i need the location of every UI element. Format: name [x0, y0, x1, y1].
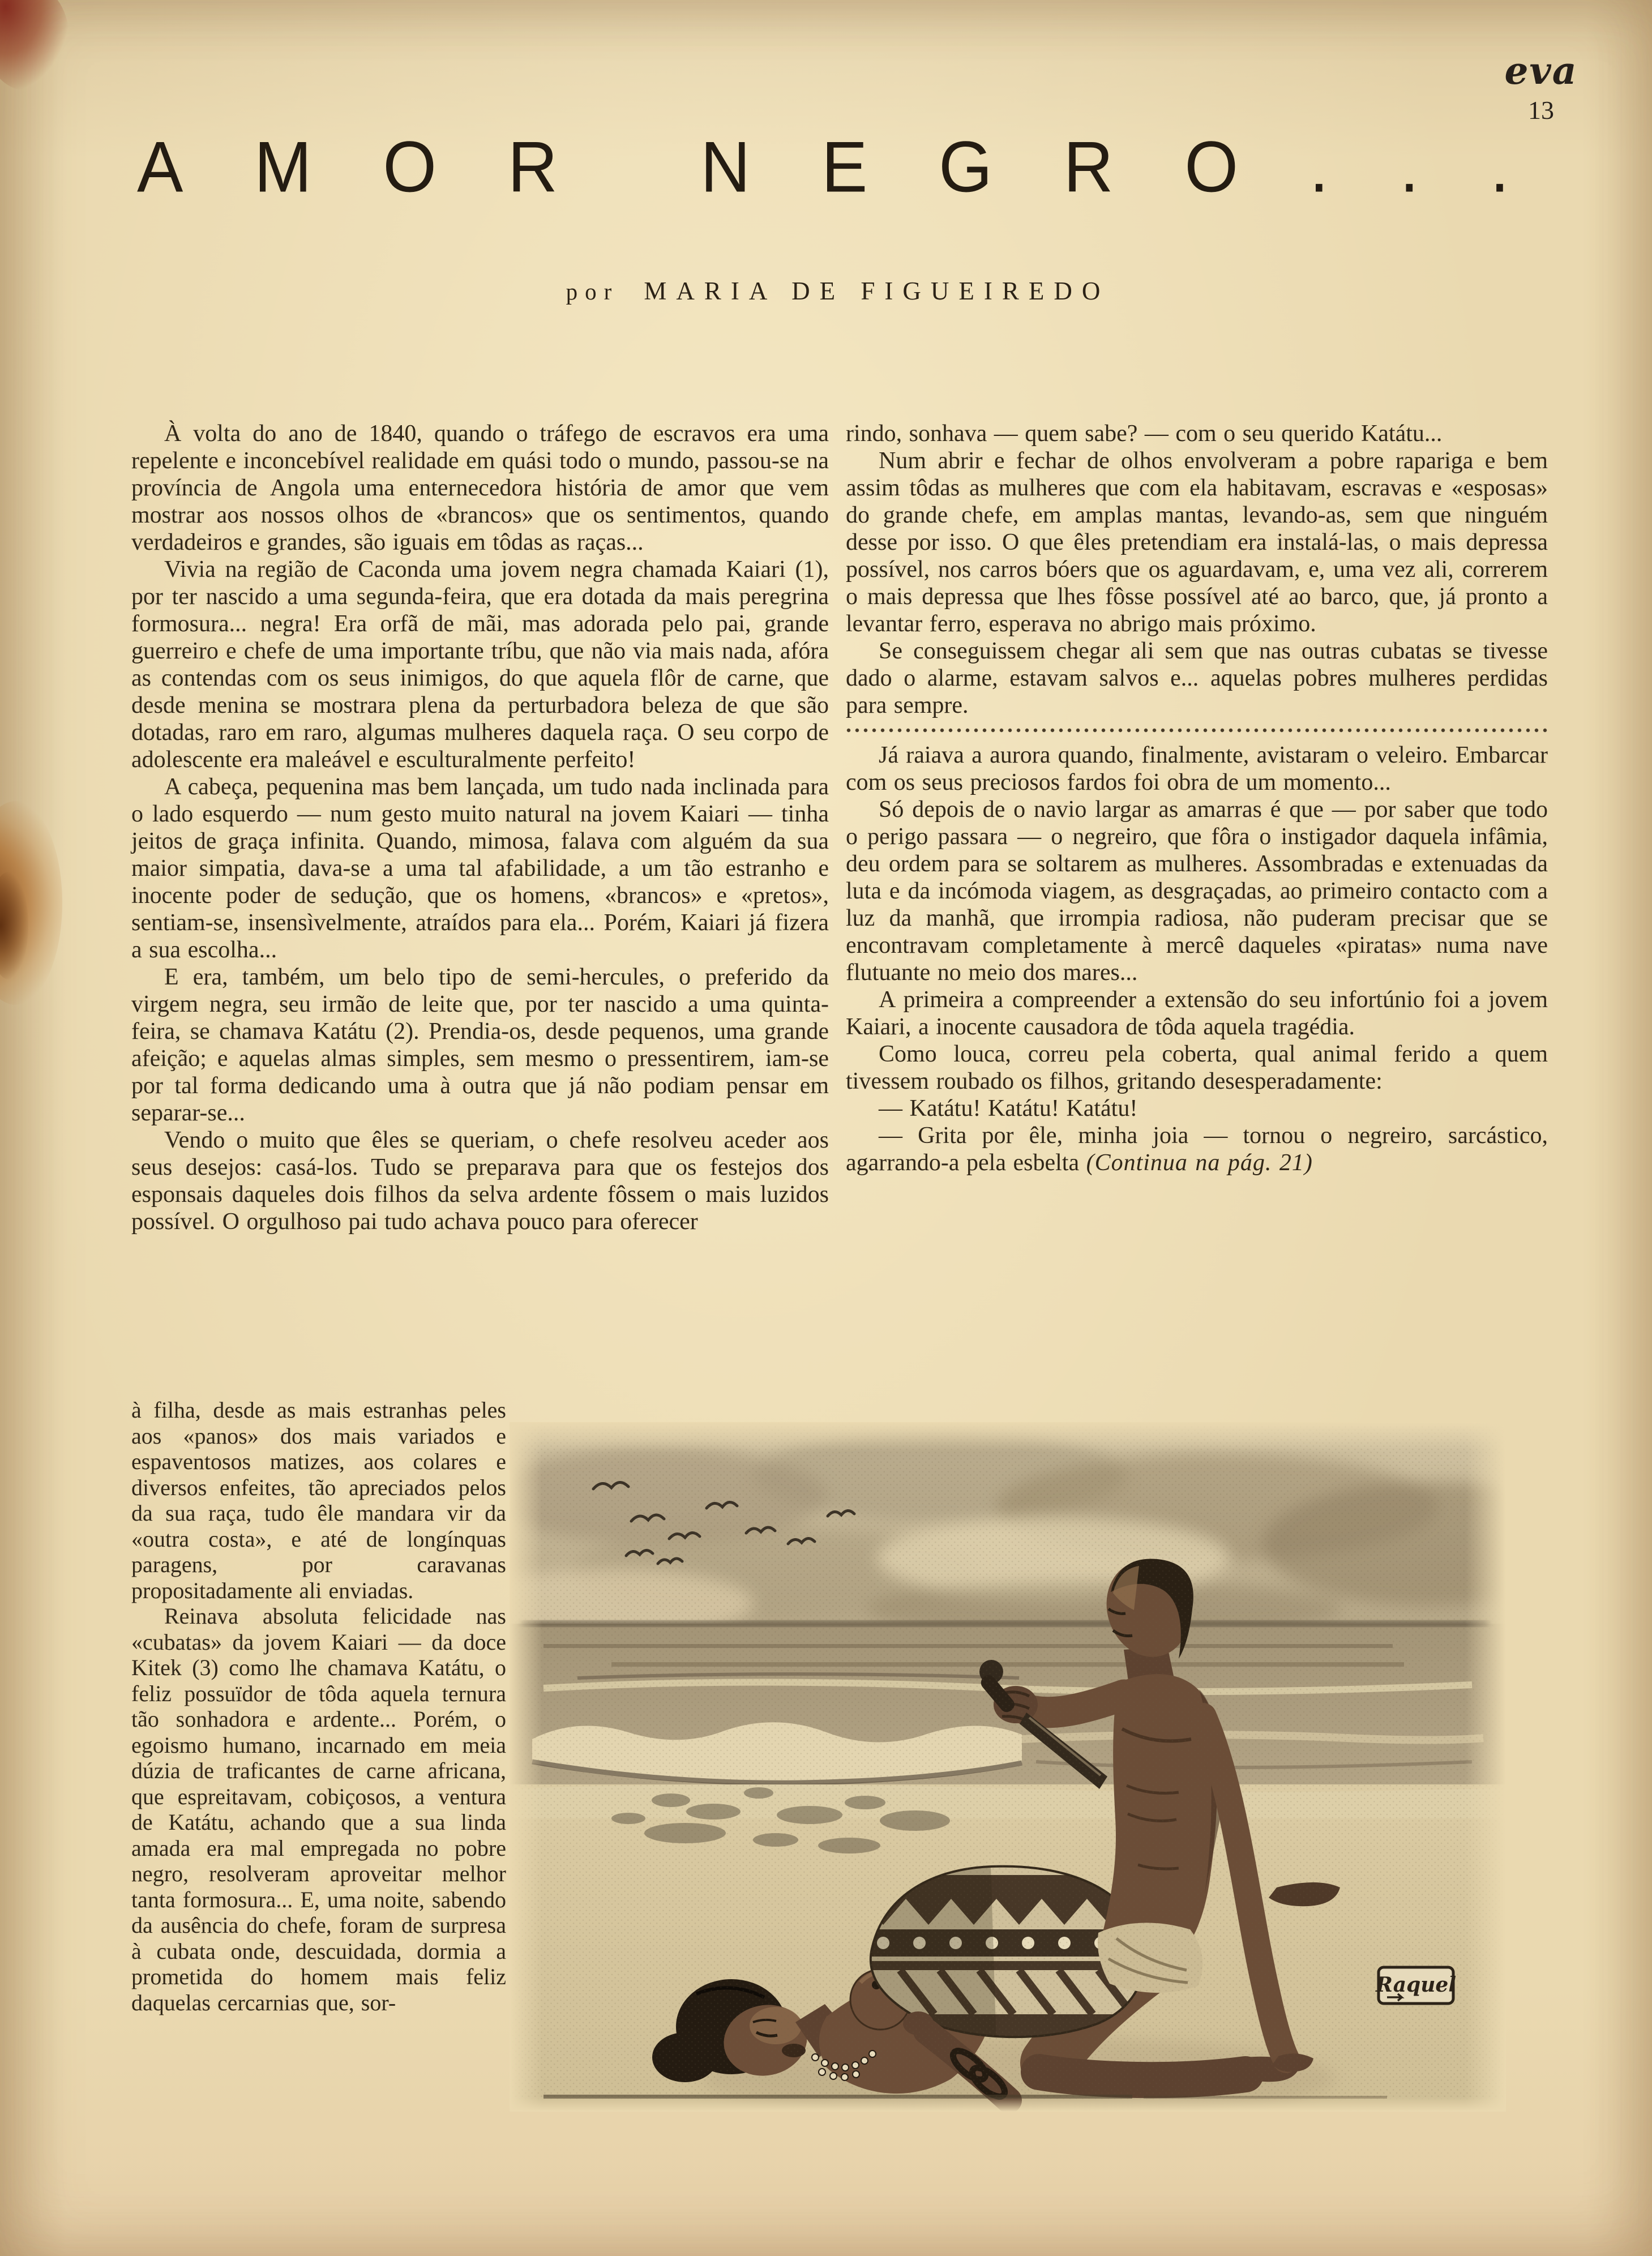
paragraph: À volta do ano de 1840, quando o tráfego de escravos era uma repelente e inconcebível realidade em quási todo o mundo, passou-se na província de Angola uma enternecedora história de amor que vem mostrar aos nossos olhos de «brancos» que os sentimentos, quando verdadeiros e grandes, são iguais em tôdas as raças...	[131, 421, 829, 555]
paragraph: Vivia na região de Caconda uma jovem negra chamada Kaiari (1), por ter nascido a uma segunda-feira, que era dotada da mais peregrina formosura... negra! Era orfã de mãi, mas adorada pelo pai, grande guerreiro e chefe de uma importante tríbu, que não via mais nada, afóra as contendas com os seus inimigos, do que aquela flôr de carne, que desde menina se mostrara plena da perturbadora beleza de que são dotadas, raro em raro, algumas mulheres daquela raça. O seu corpo de adolescente era maleável e esculturalmente perfeito!	[131, 556, 829, 773]
paragraph: Já raiava a aurora quando, finalmente, avistaram o veleiro. Embarcar com os seus preciosos fardos foi obra de um momento...	[846, 742, 1548, 795]
paragraph: Vendo o muito que êles se queriam, o chefe resolveu aceder aos seus desejos: casá-los. Tudo se preparava para que os festejos dos esponsais daqueles dois filhos da selva ardente fôssem o mais luzidos possível. O orgulhoso pai tudo achava pouco para oferecer	[131, 1127, 829, 1235]
edge-stain	[0, 801, 62, 1005]
continuation-note: (Continua na pág. 21)	[1086, 1150, 1313, 1176]
paragraph: A cabeça, pequenina mas bem lançada, um tudo nada inclinada para o lado esquerdo — num gesto muito natural na jovem Kaiari — tinha jeitos de graça infinita. Quando, mimosa, falava com alguém da sua maior simpatia, dava-se a uma tal afabilidade, a um tão estranho e inocente poder de sedução, que os homens, «brancos» e «pretos», sentiam-se, insensìvelmente, atraídos para ela... Porém, Kaiari já fizera a sua escolha...	[131, 774, 829, 963]
illustration	[510, 1422, 1506, 2112]
paragraph: Num abrir e fechar de olhos envolveram a pobre rapariga e bem assim tôdas as mulheres que com ela habitavam, escravas e «esposas» do grande chefe, em amplas mantas, levando-as, sem que ninguém desse por isso. O que êles pretendiam era instalá-las, o mais depressa possível, nos carros bóers que os aguardavam, e, uma vez ali, correrem o mais depressa que lhes fôsse possível até ao barco, que, já pronto a levantar ferro, esperava no abrigo mais próximo.	[846, 448, 1548, 637]
paragraph: — Katátu! Katátu! Katátu!	[879, 1095, 1138, 1121]
column-right-top	[846, 420, 1548, 719]
column-left-wide	[131, 420, 829, 1235]
masthead	[1484, 49, 1598, 125]
paragraph: — Grita por êle, minha joia — tornou o negreiro, sarcástico, agarrando-a pela esbelta (Continua na pág. 21)	[846, 1123, 1548, 1176]
paragraph: rindo, sonhava — quem sabe? — com o seu querido Katátu...	[846, 421, 1443, 447]
byline-prefix: por	[566, 279, 619, 305]
halftone-texture	[510, 1422, 1506, 2099]
publication-logo: eva	[1504, 49, 1578, 93]
corner-stain	[0, 0, 69, 91]
paragraph: Reinava absoluta felicidade nas «cubatas» da jovem Kaiari — da doce Kitek (3) como lhe chamava Katátu, o feliz possuïdor de tôda aquela ternura tão sonhadora e ardente... Porém, o egoismo humano, incarnado em meia dúzia de traficantes de carne africana, que espreitavam, cobiçosos, a ventura de Katátu, achando que a sua linda amada era mal empregada no pobre negro, resolveram aproveitar melhor tanta formosura... E, uma noite, sabendo da ausência do chefe, foram de surpresa à cubata onde, descuidada, dormia a prometida do homem mais feliz daquelas cercarnias que, sor-	[131, 1603, 506, 2015]
paragraph: E era, também, um belo tipo de semi-hercules, o preferido da virgem negra, seu irmão de leite que, por ter nascido a uma quinta-feira, se chamava Katátu (2). Prendia-os, desde pequenos, uma grande afeição; e aquelas almas simples, sem mesmo o pressentirem, iam-se por tal forma dedicando uma à outra que já não podiam pensar em separar-se...	[131, 964, 829, 1126]
column-right-bottom	[846, 742, 1548, 1176]
paragraph: à filha, desde as mais estranhas peles aos «panos» dos mais variados e espaventosos matizes, aos colares e diversos enfeites, tão apreciados pelos da sua raça, tudo êle mandara vir da «outra costa», e até de longínquas paragens, por caravanas propositadamente ali enviadas.	[131, 1397, 506, 1603]
paragraph: Só depois de o navio largar as amarras é que — por saber que todo o perigo passara — o negreiro, que fôra o instigador daquela infâmia, deu ordem para se soltarem as mulheres. Assombradas e extenuadas da luta e da incómoda viagem, as desgraçadas, ao primeiro contacto com a luz da manhã, que irrompia radiosa, não puderam precisar que se encontravam completamente à mercê daqueles «piratas» numa nave flutuante no meio dos mares...	[846, 797, 1548, 986]
paragraph: A primeira a compreender a extensão do seu infortúnio foi a jovem Kaiari, a inocente causadora de tôda aquela tragédia.	[846, 987, 1548, 1040]
column-right	[846, 420, 1548, 1176]
author-name: MARIA DE FIGUEIREDO	[644, 277, 1110, 305]
paragraph: Como louca, correu pela coberta, qual animal ferido a quem tivessem roubado os filhos, gritando desesperadamente:	[846, 1041, 1548, 1094]
byline	[130, 276, 1546, 306]
paragraph: Se conseguissem chegar ali sem que nas outras cubatas se tivesse dado o alarme, estavam salvos e... aquelas pobres mulheres perdidas para sempre.	[846, 638, 1548, 718]
signature-text: Raquel	[1376, 1973, 1456, 1997]
edge-stain-core	[0, 872, 28, 979]
page-number: 13	[1528, 96, 1554, 125]
column-left-narrow	[131, 1397, 506, 2015]
signature-stamp	[1375, 1967, 1456, 2004]
dotted-separator	[846, 727, 1548, 734]
article-title: A M O R N E G R O . . .	[137, 127, 1509, 207]
